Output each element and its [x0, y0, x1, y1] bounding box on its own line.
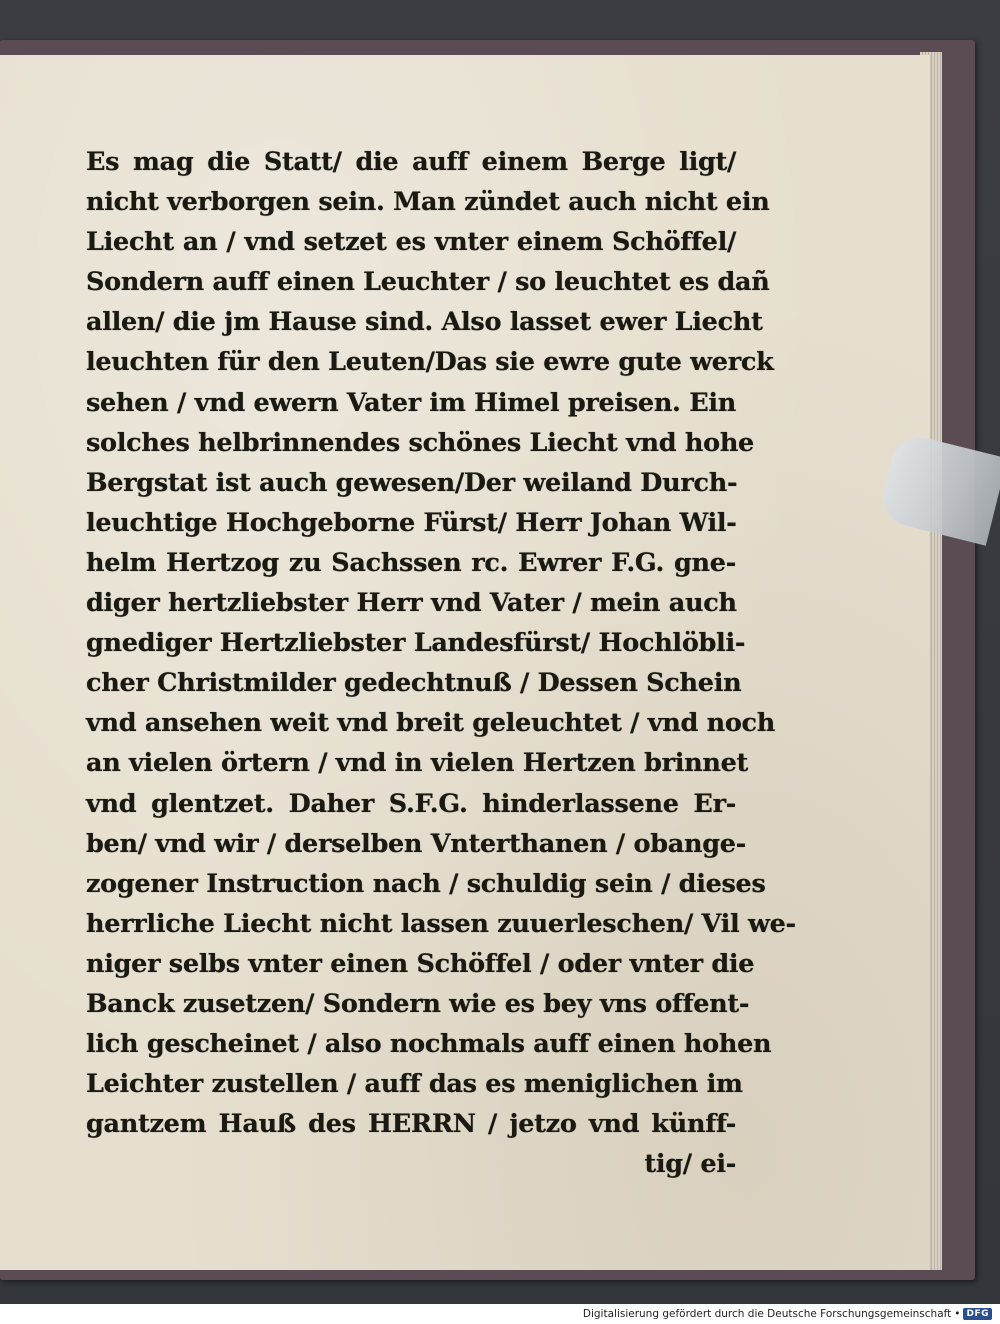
text-line: vnd ansehen weit vnd breit geleuchtet / vnd noch: [86, 708, 776, 739]
text-line: Banck zusetzen/ Sondern wie es bey vns offent-: [86, 988, 750, 1019]
footer-separator: •: [954, 1308, 961, 1320]
text-line: cher Christmilder gedechtnuß / Dessen Schein: [86, 668, 742, 699]
catchword: tig/ ei-: [644, 1149, 736, 1180]
text-line: niger selbs vnter einen Schöffel / oder vnter die: [86, 948, 755, 979]
page-text: [86, 142, 796, 1184]
text-line: zogener Instruction nach / schuldig sein / dieses: [86, 868, 766, 899]
text-line: solches helbrinnendes schönes Liecht vnd hohe: [86, 427, 754, 458]
text-line: allen/ die jm Hause sind. Also lasset ewer Liecht: [86, 307, 763, 338]
text-line: leuchten für den Leuten/Das sie ewre gute werck: [86, 347, 774, 378]
text-line: Leichter zustellen / auff das es meniglichen im: [86, 1069, 743, 1100]
text-line: herrliche Liecht nicht lassen zuuerleschen/ Vil we-: [86, 908, 796, 939]
text-line: ben/ vnd wir / derselben Vnterthanen / obange-: [86, 828, 746, 859]
funding-notice: Digitalisierung gefördert durch die Deutsche Forschungsgemeinschaft: [582, 1308, 952, 1320]
text-line: gantzem Hauß des HERRN / jetzo vnd künff-: [86, 1109, 736, 1140]
text-line: Liecht an / vnd setzet es vnter einem Schöffel/: [86, 227, 736, 258]
text-line: nicht verborgen sein. Man zündet auch nicht ein: [86, 187, 770, 218]
footer-bar: [0, 1304, 1000, 1324]
text-line: leuchtige Hochgeborne Fürst/ Herr Johan Wil-: [86, 507, 737, 538]
text-line: an vielen örtern / vnd in vielen Hertzen brinnet: [86, 748, 748, 779]
text-line: gnediger Hertzliebster Landesfürst/ Hochlöbli-: [86, 628, 746, 659]
dfg-logo-icon: DFG: [963, 1308, 992, 1320]
text-line: Sondern auff einen Leuchter / so leuchtet es dañ: [86, 267, 770, 298]
text-line: vnd glentzet. Daher S.F.G. hinderlassene Er-: [86, 788, 736, 819]
text-line: helm Hertzog zu Sachssen rc. Ewrer F.G. gne-: [86, 547, 736, 578]
text-line: sehen / vnd ewern Vater im Himel preisen. Ein: [86, 387, 736, 418]
text-line: diger hertzliebster Herr vnd Vater / mein auch: [86, 588, 737, 619]
text-line: Bergstat ist auch gewesen/Der weiland Durch-: [86, 467, 738, 498]
text-line: Es mag die Statt/ die auff einem Berge ligt/: [86, 147, 736, 177]
text-line: lich gescheinet / also nochmals auff einen hohen: [86, 1029, 772, 1060]
